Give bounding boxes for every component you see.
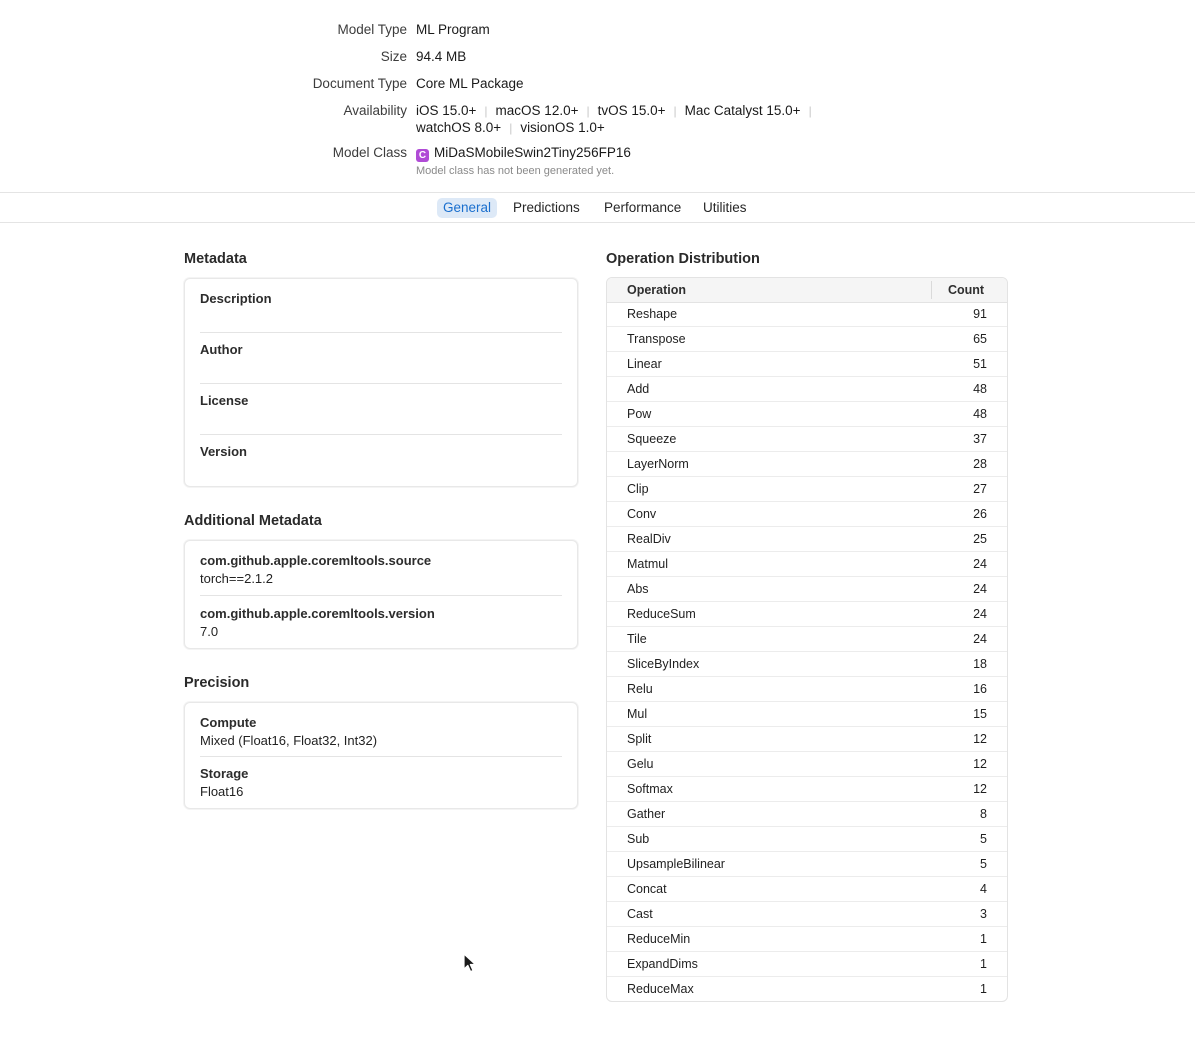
operation-table (606, 277, 1008, 1002)
operation-count: 25 (973, 532, 987, 546)
metadata-license (200, 393, 562, 411)
operation-count: 51 (973, 357, 987, 371)
field-name: Description (200, 291, 272, 306)
operation-count: 65 (973, 332, 987, 346)
availability-label: Availability (343, 103, 407, 118)
operation-count: 12 (973, 732, 987, 746)
operation-name: Cast (627, 907, 653, 921)
mouse-cursor-icon (463, 953, 477, 973)
operation-count: 4 (980, 882, 987, 896)
operation-count: 37 (973, 432, 987, 446)
column-header-operation[interactable]: Operation (627, 283, 687, 297)
table-row[interactable] (607, 802, 1007, 827)
operation-name: Matmul (627, 557, 668, 571)
table-row[interactable] (607, 877, 1007, 902)
metadata-card (184, 278, 578, 487)
operation-name: UpsampleBilinear (627, 857, 725, 871)
operation-name: ExpandDims (627, 957, 698, 971)
column-divider (931, 281, 932, 299)
operation-count: 24 (973, 632, 987, 646)
model-class-name[interactable]: MiDaSMobileSwin2Tiny256FP16 (434, 145, 631, 160)
table-row[interactable] (607, 427, 1007, 452)
coremltools-source (200, 553, 562, 586)
separator: | (586, 103, 590, 118)
divider (200, 595, 562, 596)
platform-watchos: watchOS 8.0+ (416, 120, 502, 135)
table-row[interactable] (607, 302, 1007, 327)
precision-card (184, 702, 578, 809)
operation-count: 1 (980, 932, 987, 946)
tab-predictions[interactable]: Predictions (513, 200, 580, 215)
tab-general[interactable]: General (437, 198, 497, 218)
table-row[interactable] (607, 502, 1007, 527)
table-row[interactable] (607, 352, 1007, 377)
table-row[interactable] (607, 852, 1007, 877)
operation-name: Mul (627, 707, 648, 721)
table-row[interactable] (607, 927, 1007, 952)
operation-name: Transpose (627, 332, 686, 346)
operation-name: Squeeze (627, 432, 677, 446)
divider (200, 756, 562, 757)
table-row[interactable] (607, 377, 1007, 402)
tab-performance[interactable]: Performance (604, 200, 682, 215)
table-row[interactable] (607, 752, 1007, 777)
table-row[interactable] (607, 552, 1007, 577)
table-row[interactable] (607, 952, 1007, 977)
precision-storage (200, 766, 562, 799)
field-name: com.github.apple.coremltools.source (200, 553, 432, 568)
operation-count: 27 (973, 482, 987, 496)
platform-visionos: visionOS 1.0+ (520, 120, 605, 135)
operation-count: 24 (973, 582, 987, 596)
table-row[interactable] (607, 327, 1007, 352)
size-value: 94.4 MB (416, 49, 467, 64)
operation-name: SliceByIndex (627, 657, 700, 671)
tab-utilities[interactable]: Utilities (703, 200, 747, 215)
platform-tvos: tvOS 15.0+ (597, 103, 666, 118)
operation-count: 91 (973, 307, 987, 321)
table-row[interactable] (607, 902, 1007, 927)
field-value: Float16 (200, 784, 244, 799)
table-row[interactable] (607, 652, 1007, 677)
operation-count: 48 (973, 382, 987, 396)
operation-name: Conv (627, 507, 657, 521)
separator: | (673, 103, 677, 118)
operation-name: Sub (627, 832, 650, 846)
class-icon: C (416, 149, 429, 162)
availability-list (416, 103, 820, 135)
field-name: Author (200, 342, 243, 357)
operation-name: ReduceMin (627, 932, 691, 946)
separator: | (484, 103, 488, 118)
operation-name: ReduceSum (627, 607, 696, 621)
model-class-note: Model class has not been generated yet. (416, 165, 615, 177)
operation-name: ReduceMax (627, 982, 694, 996)
table-row[interactable] (607, 627, 1007, 652)
operation-name: LayerNorm (627, 457, 689, 471)
operation-name: Abs (627, 582, 649, 596)
model-class-block (416, 145, 631, 177)
operation-name: Softmax (627, 782, 673, 796)
model-type-value: ML Program (416, 22, 490, 37)
table-row[interactable] (607, 977, 1007, 1002)
operation-name: Add (627, 382, 650, 396)
precision-compute (200, 715, 562, 748)
field-name: Storage (200, 766, 249, 781)
table-row[interactable] (607, 777, 1007, 802)
table-row[interactable] (607, 402, 1007, 427)
separator: | (509, 120, 513, 135)
field-value: Mixed (Float16, Float32, Int32) (200, 733, 378, 748)
table-row[interactable] (607, 702, 1007, 727)
table-row[interactable] (607, 677, 1007, 702)
additional-metadata-title: Additional Metadata (184, 513, 322, 529)
operation-count: 18 (973, 657, 987, 671)
operation-name: Clip (627, 482, 649, 496)
operation-distribution-title: Operation Distribution (606, 251, 760, 267)
field-name: com.github.apple.coremltools.version (200, 606, 435, 621)
table-row[interactable] (607, 577, 1007, 602)
metadata-author (200, 342, 562, 360)
operation-name: Gather (627, 807, 666, 821)
metadata-description (200, 291, 562, 309)
model-type-label: Model Type (337, 22, 407, 37)
field-name: Compute (200, 715, 257, 730)
document-type-label: Document Type (312, 76, 407, 91)
operation-count: 8 (980, 807, 987, 821)
operation-count: 12 (973, 782, 987, 796)
table-row[interactable] (607, 527, 1007, 552)
field-value: 7.0 (200, 624, 219, 639)
metadata-title: Metadata (184, 251, 247, 267)
operation-name: Relu (627, 682, 653, 696)
field-value: torch==2.1.2 (200, 571, 273, 586)
tab-bar (0, 192, 1195, 223)
operation-count: 24 (973, 557, 987, 571)
operation-count: 26 (973, 507, 987, 521)
metadata-version (200, 444, 562, 462)
operation-name: Gelu (627, 757, 654, 771)
precision-title: Precision (184, 675, 250, 691)
operation-count: 15 (973, 707, 987, 721)
divider (200, 434, 562, 435)
table-row[interactable] (607, 452, 1007, 477)
model-class-label: Model Class (332, 145, 407, 160)
table-body (607, 302, 1007, 1002)
platform-mac-catalyst: Mac Catalyst 15.0+ (684, 103, 801, 118)
operation-count: 12 (973, 757, 987, 771)
field-name: License (200, 393, 249, 408)
operation-count: 1 (980, 957, 987, 971)
additional-metadata-card (184, 540, 578, 649)
platform-macos: macOS 12.0+ (495, 103, 579, 118)
table-row[interactable] (607, 602, 1007, 627)
operation-name: Concat (627, 882, 667, 896)
field-name: Version (200, 444, 247, 459)
operation-name: Linear (627, 357, 662, 371)
size-label: Size (380, 49, 407, 64)
separator: | (808, 103, 812, 118)
operation-count: 28 (973, 457, 987, 471)
operation-name: Reshape (627, 307, 678, 321)
table-header (607, 278, 1007, 303)
column-header-count[interactable]: Count (948, 283, 985, 297)
coremltools-version (200, 606, 562, 639)
operation-count: 5 (980, 857, 987, 871)
operation-name: Tile (627, 632, 647, 646)
table-row[interactable] (607, 827, 1007, 852)
operation-count: 24 (973, 607, 987, 621)
operation-count: 3 (980, 907, 987, 921)
divider (200, 383, 562, 384)
document-type-value: Core ML Package (416, 76, 524, 91)
table-row[interactable] (607, 727, 1007, 752)
operation-name: Pow (627, 407, 652, 421)
operation-name: RealDiv (627, 532, 671, 546)
operation-count: 1 (980, 982, 987, 996)
operation-count: 5 (980, 832, 987, 846)
operation-count: 48 (973, 407, 987, 421)
divider (200, 332, 562, 333)
platform-ios: iOS 15.0+ (416, 103, 477, 118)
table-row[interactable] (607, 477, 1007, 502)
operation-count: 16 (973, 682, 987, 696)
operation-name: Split (627, 732, 652, 746)
